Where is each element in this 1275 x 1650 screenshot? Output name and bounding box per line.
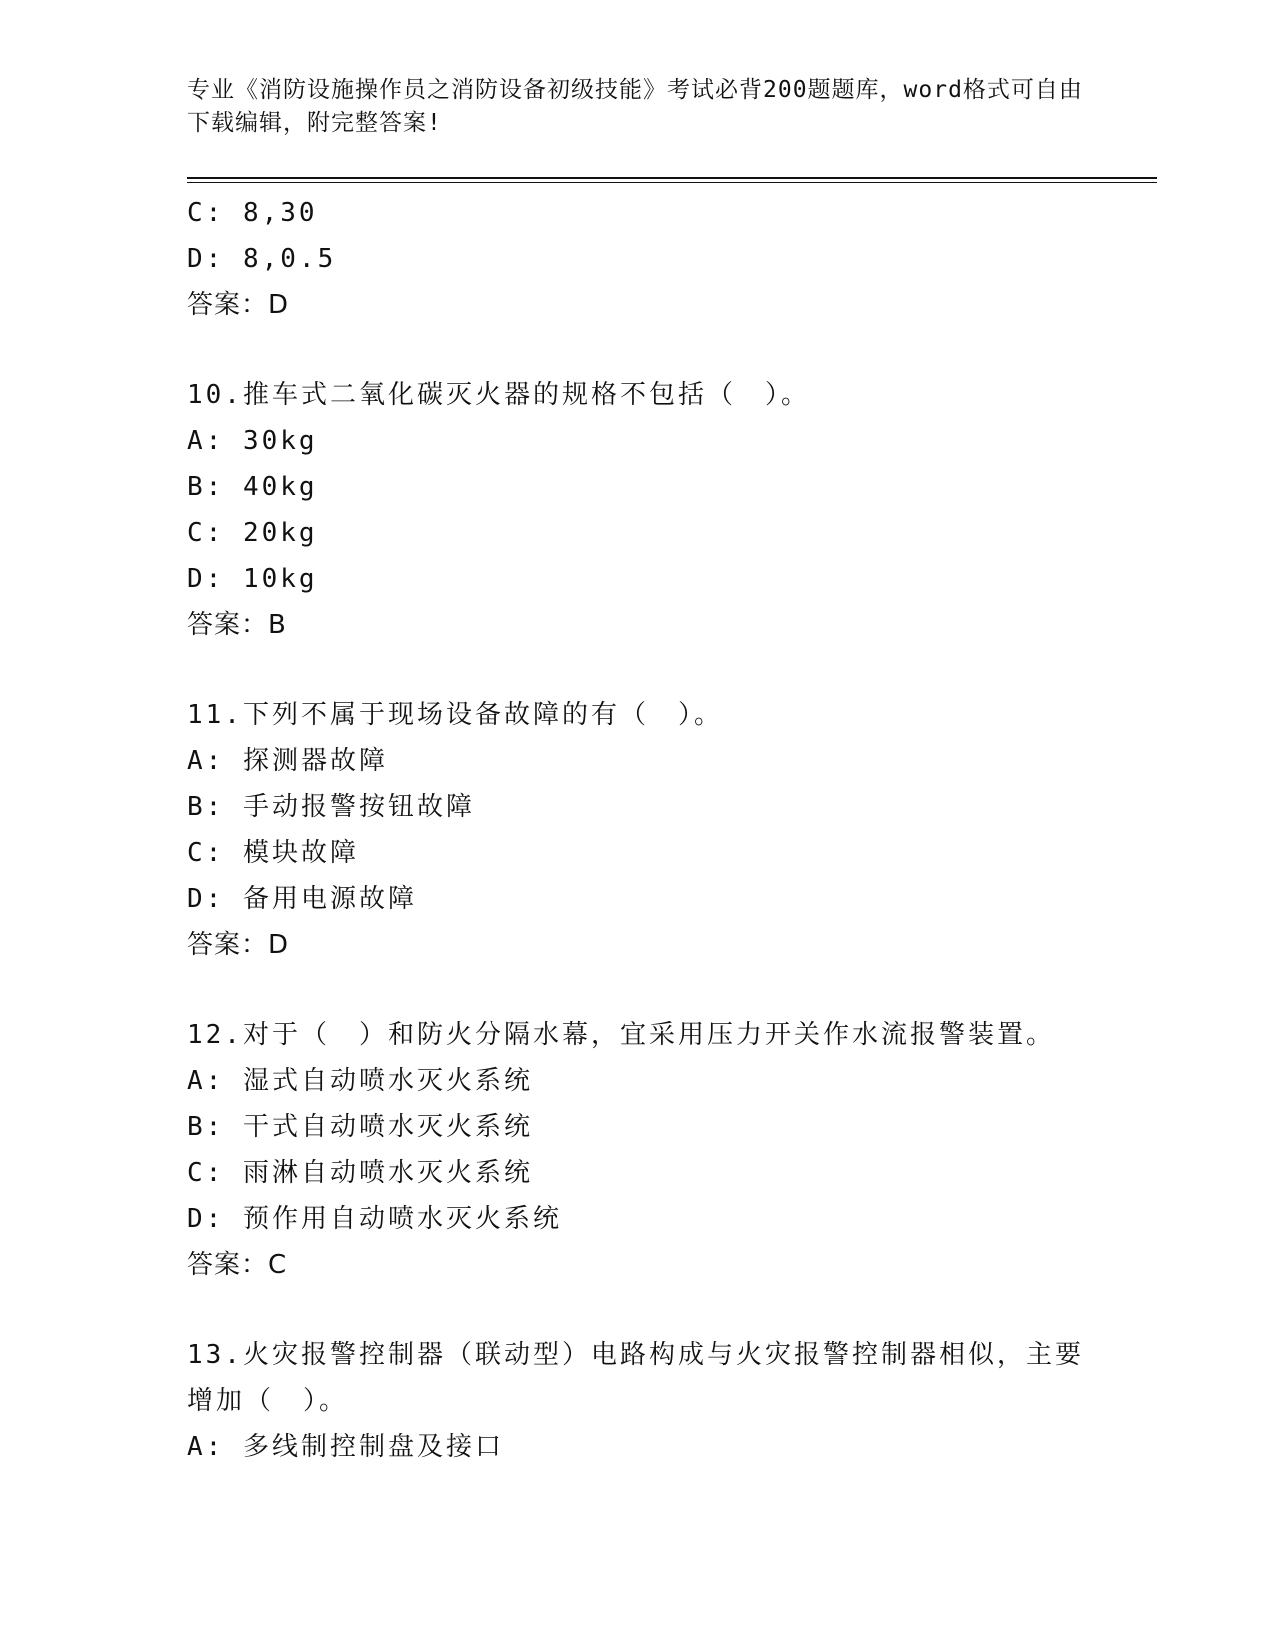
option-d: D: 备用电源故障	[187, 884, 417, 914]
option-c: C: 8,30	[187, 198, 318, 228]
header-divider-thin	[187, 182, 1157, 183]
question-11	[187, 692, 1147, 968]
question-13	[187, 1332, 1147, 1470]
option-a: A: 多线制控制盘及接口	[187, 1432, 504, 1462]
question-10	[187, 372, 1147, 648]
answer-line: 答案：D	[187, 930, 290, 960]
answer-line: 答案：B	[187, 610, 287, 640]
option-a: A: 湿式自动喷水灭火系统	[187, 1066, 533, 1096]
continued-question	[187, 190, 1147, 328]
question-stem: 12.对于（ ）和防火分隔水幕，宜采用压力开关作水流报警装置。	[187, 1020, 1055, 1050]
option-c: C: 模块故障	[187, 838, 359, 868]
answer-line: 答案：D	[187, 290, 290, 320]
document-body	[187, 190, 1147, 1470]
answer-line: 答案：C	[187, 1250, 288, 1280]
option-d: D: 8,0.5	[187, 244, 337, 274]
option-c: C: 雨淋自动喷水灭火系统	[187, 1158, 533, 1188]
question-stem: 11.下列不属于现场设备故障的有（ ）。	[187, 700, 723, 730]
option-b: B: 干式自动喷水灭火系统	[187, 1112, 533, 1142]
header-divider	[187, 177, 1157, 179]
option-a: A: 30kg	[187, 426, 318, 456]
option-d: D: 预作用自动喷水灭火系统	[187, 1204, 562, 1234]
option-a: A: 探测器故障	[187, 746, 388, 776]
option-b: B: 40kg	[187, 472, 318, 502]
question-stem: 13.火灾报警控制器（联动型）电路构成与火灾报警控制器相似，主要增加（ ）。	[187, 1340, 1084, 1416]
option-b: B: 手动报警按钮故障	[187, 792, 475, 822]
option-d: D: 10kg	[187, 564, 318, 594]
document-header: 专业《消防设施操作员之消防设备初级技能》考试必背200题题库，word格式可自由下载编辑，附完整答案!	[187, 77, 1083, 136]
question-12	[187, 1012, 1147, 1288]
option-c: C: 20kg	[187, 518, 318, 548]
question-stem: 10.推车式二氧化碳灭火器的规格不包括（ ）。	[187, 380, 810, 410]
